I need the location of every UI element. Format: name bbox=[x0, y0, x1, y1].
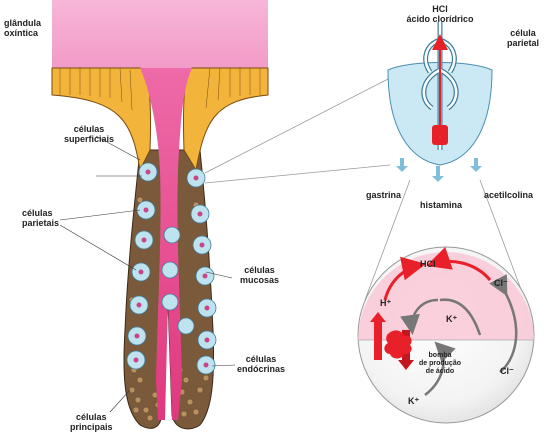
label-celula-parietal: célula parietal bbox=[506, 28, 539, 48]
label-celulas-mucosas: células mucosas bbox=[240, 265, 280, 285]
pump-label-3: de ácido bbox=[425, 368, 455, 375]
label-hcl-acido-cloridrico: HCl ácido clorídrico bbox=[406, 4, 474, 24]
label-gastrina: gastrina bbox=[366, 190, 402, 200]
cl-top-label: Cl⁻ bbox=[494, 278, 508, 288]
label-glandula-oxintica: glândula oxíntica bbox=[4, 18, 42, 38]
label-celulas-principais: células principais bbox=[70, 412, 113, 432]
cl-bottom-label: Cl⁻ bbox=[500, 366, 514, 376]
label-celulas-parietais: células parietais bbox=[22, 208, 60, 228]
k-plus-bottom-label: K⁺ bbox=[408, 396, 420, 406]
label-acetilcolina: acetilcolina bbox=[484, 190, 534, 200]
stomach-lumen-region bbox=[52, 0, 268, 70]
pump-label-2: de produção bbox=[418, 360, 462, 367]
pump-label-1: bomba bbox=[428, 352, 452, 359]
label-histamina: histamina bbox=[420, 200, 463, 210]
label-celulas-endocrinas: células endócrinas bbox=[237, 354, 286, 374]
label-celulas-superficiais: células superficiais bbox=[64, 124, 115, 144]
surface-epithelium bbox=[52, 68, 151, 170]
k-plus-inner-label: K⁺ bbox=[446, 314, 458, 324]
h-plus-label: H⁺ bbox=[380, 298, 392, 308]
hcl-label: HCl bbox=[420, 259, 436, 269]
